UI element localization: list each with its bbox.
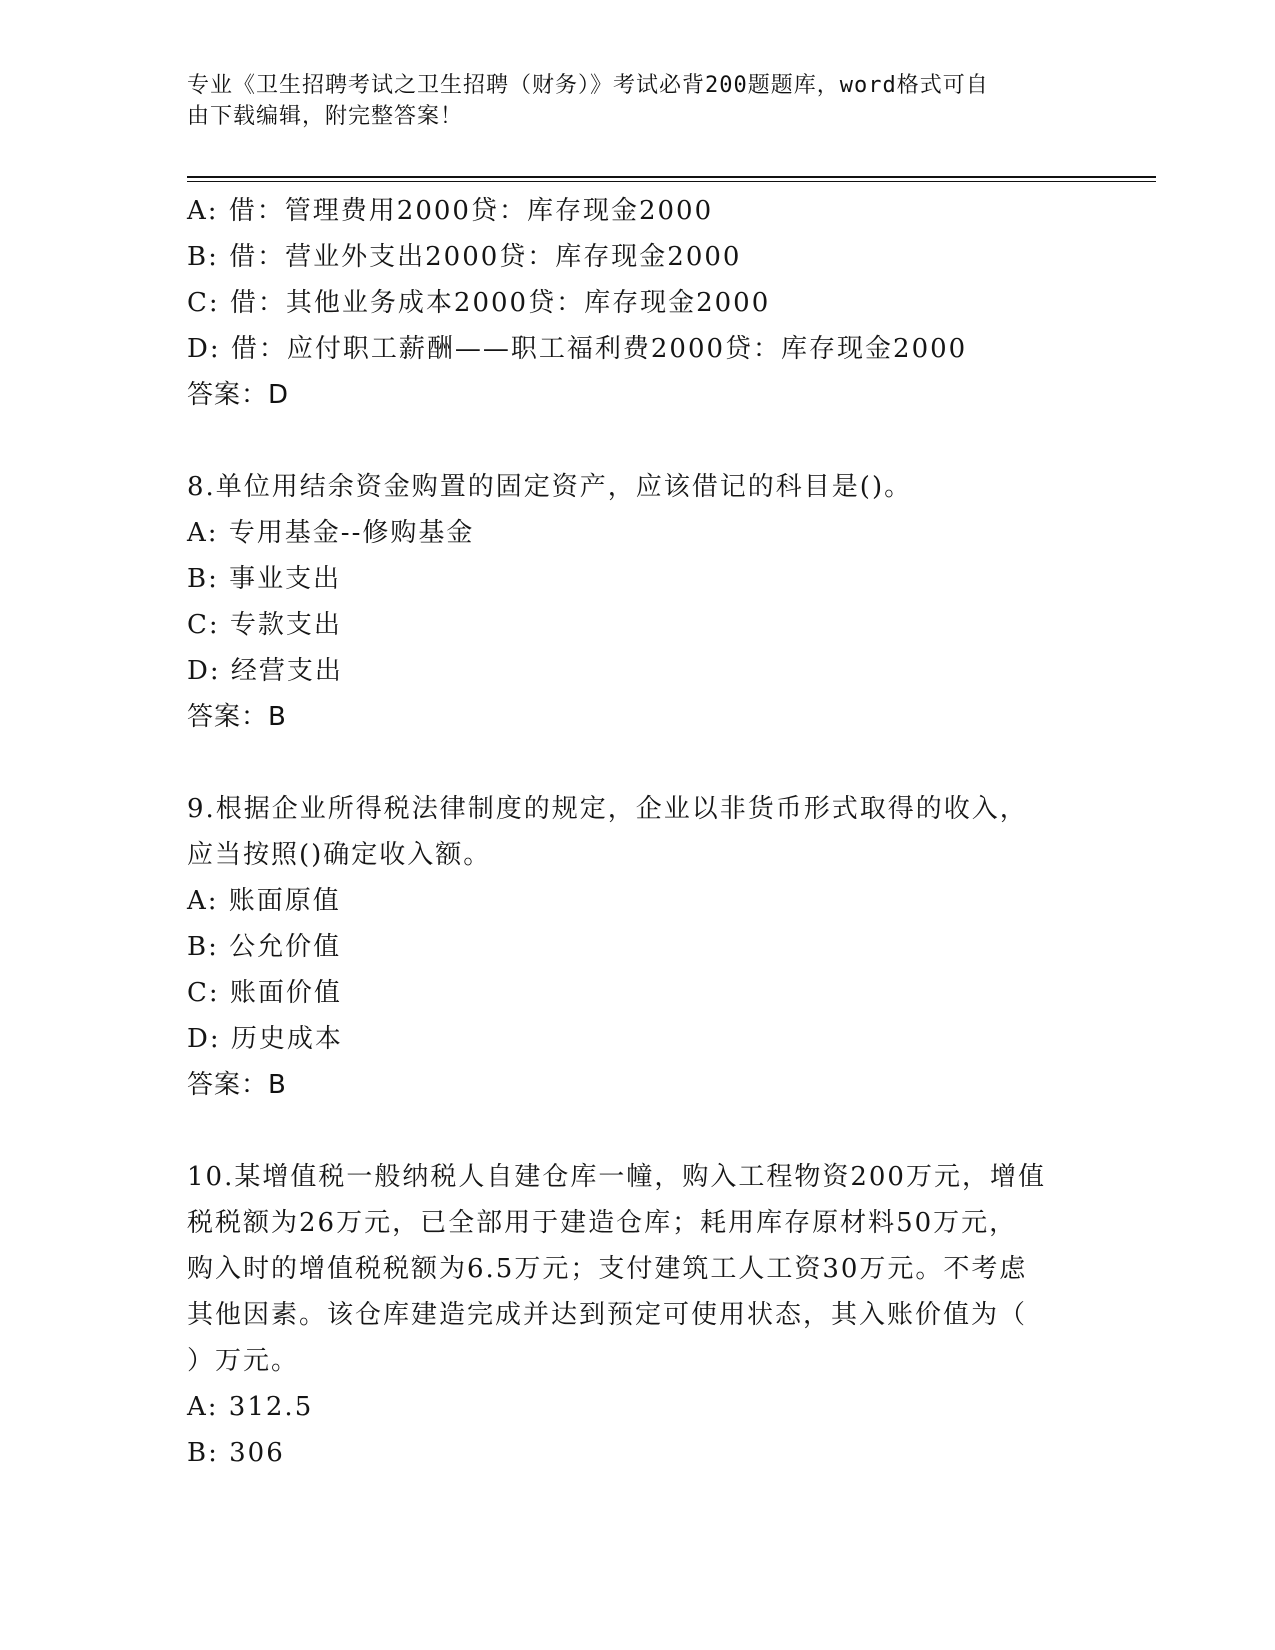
- q9-option-a: A: 账面原值: [187, 886, 341, 916]
- question-7: [187, 188, 1087, 418]
- header-divider-thin: [187, 181, 1156, 182]
- q7-option-c: C: 借：其他业务成本2000贷：库存现金2000: [187, 288, 771, 318]
- q9-option-c: C: 账面价值: [187, 978, 342, 1008]
- question-8: [187, 464, 1087, 740]
- question-content: [187, 188, 1087, 1476]
- q10-option-a: A: 312.5: [187, 1392, 314, 1422]
- q7-option-d: D: 借：应付职工薪酬——职工福利费2000贷：库存现金2000: [187, 334, 968, 364]
- q9-option-b: B: 公允价值: [187, 932, 342, 962]
- q8-question: 8.单位用结余资金购置的固定资产，应该借记的科目是()。: [187, 472, 913, 502]
- header-divider-thick: [187, 176, 1156, 178]
- header-line-2: 由下载编辑，附完整答案！: [187, 104, 464, 129]
- q8-option-d: D: 经营支出: [187, 656, 343, 686]
- q9-option-d: D: 历史成本: [187, 1024, 343, 1054]
- document-header: [187, 70, 1087, 132]
- q9-question-line-1: 9.根据企业所得税法律制度的规定，企业以非货币形式取得的收入，: [187, 794, 1028, 824]
- spacer: [187, 418, 1087, 464]
- q10-question-line-2: 税税额为26万元，已全部用于建造仓库；耗用库存原材料50万元，: [187, 1208, 1018, 1238]
- spacer: [187, 740, 1087, 786]
- q9-answer: 答案：B: [187, 1070, 287, 1100]
- header-line-1: 专业《卫生招聘考试之卫生招聘（财务）》考试必背200题题库，word格式可自: [187, 73, 989, 98]
- question-9: [187, 786, 1087, 1108]
- q7-option-a: A: 借：管理费用2000贷：库存现金2000: [187, 196, 714, 226]
- spacer: [187, 1108, 1087, 1154]
- q10-option-b: B: 306: [187, 1438, 285, 1468]
- question-10: [187, 1154, 1087, 1476]
- q8-option-b: B: 事业支出: [187, 564, 342, 594]
- q8-option-a: A: 专用基金--修购基金: [187, 518, 475, 548]
- q10-question-line-1: 10.某增值税一般纳税人自建仓库一幢，购入工程物资200万元，增值: [187, 1162, 1046, 1192]
- q7-answer: 答案：D: [187, 380, 290, 410]
- q8-answer: 答案：B: [187, 702, 287, 732]
- q8-option-c: C: 专款支出: [187, 610, 342, 640]
- q10-question-line-5: ）万元。: [187, 1346, 300, 1376]
- q9-question-line-2: 应当按照()确定收入额。: [187, 840, 492, 870]
- q10-question-line-3: 购入时的增值税税额为6.5万元；支付建筑工人工资30万元。不考虑: [187, 1254, 1028, 1284]
- q10-question-line-4: 其他因素。该仓库建造完成并达到预定可使用状态，其入账价值为（: [187, 1300, 1028, 1330]
- q7-option-b: B: 借：营业外支出2000贷：库存现金2000: [187, 242, 742, 272]
